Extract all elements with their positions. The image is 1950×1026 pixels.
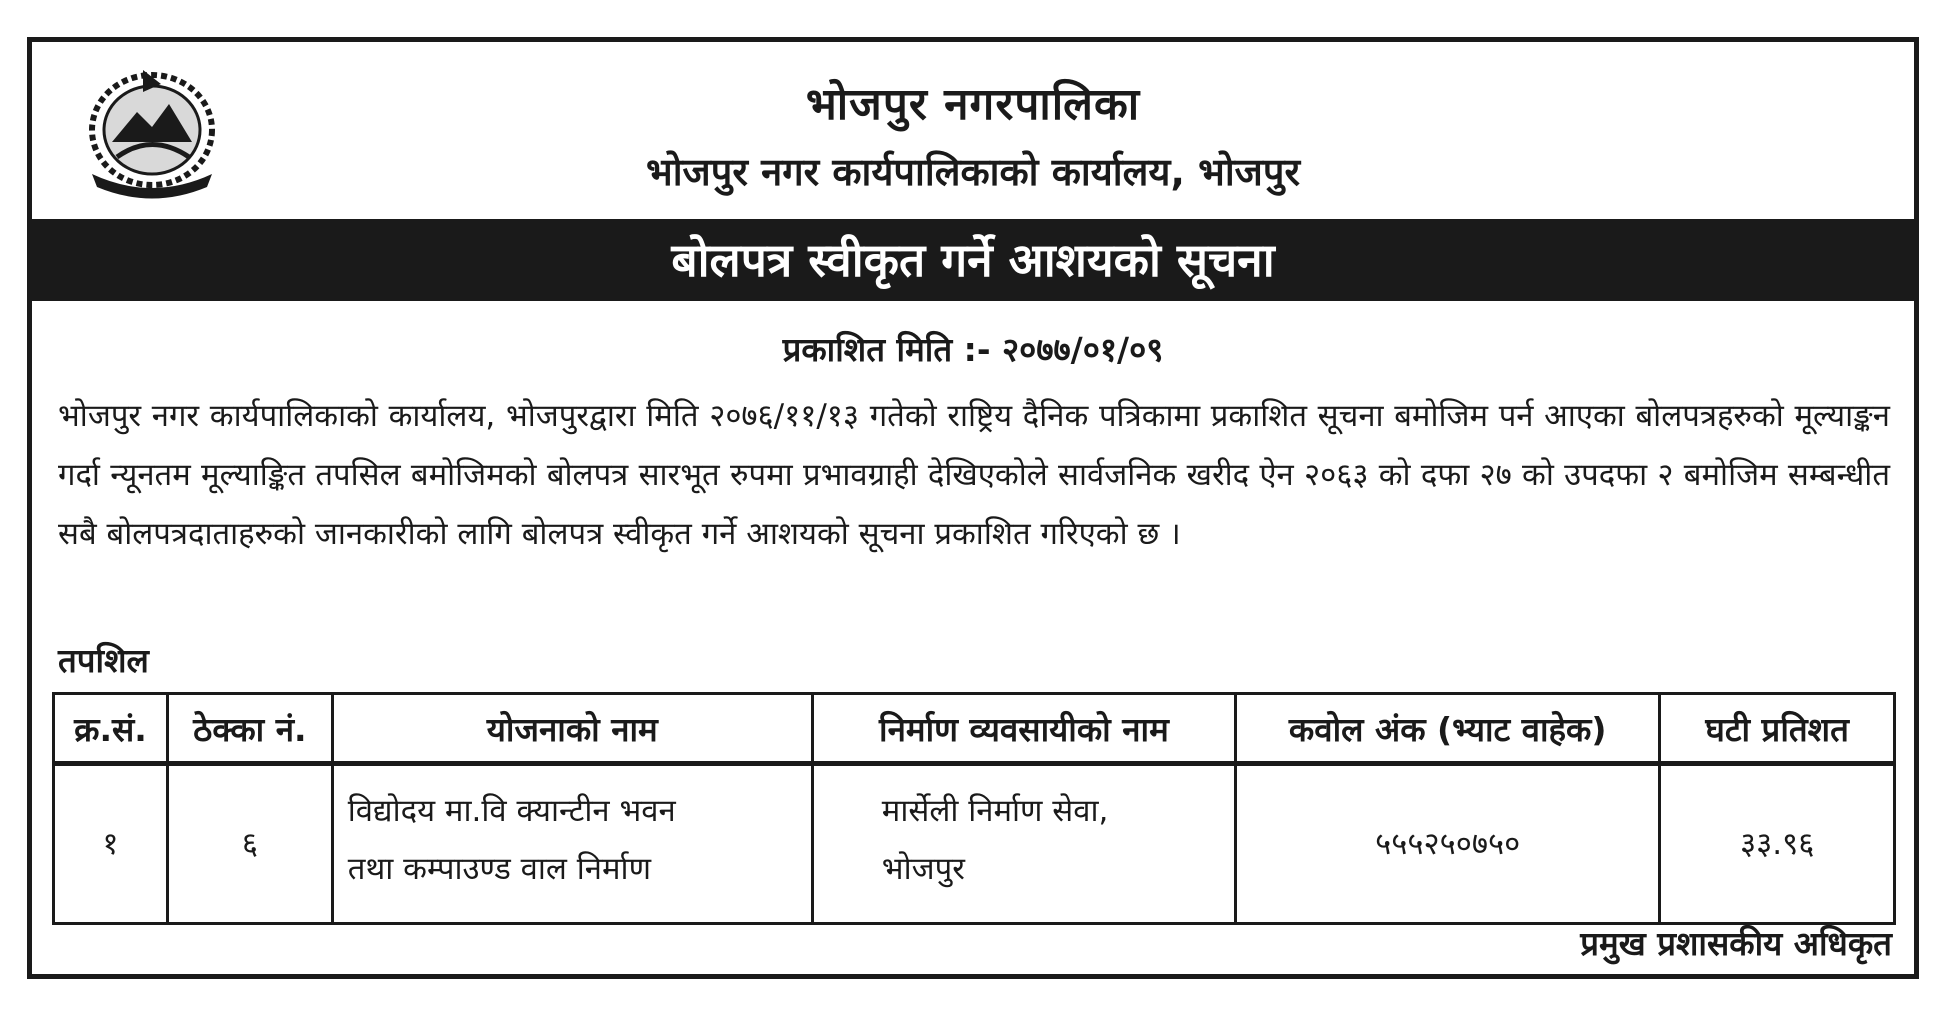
cell-contract-no: ६ <box>167 764 332 924</box>
col-header-bid-amount: कवोल अंक (भ्याट वाहेक) <box>1236 694 1660 764</box>
contractor-name-line-1: मार्सेली निर्माण सेवा, <box>881 793 1109 829</box>
org-name: भोजपुर नगरपालिका <box>805 79 1141 130</box>
col-header-discount-percent: घटी प्रतिशत <box>1660 694 1895 764</box>
col-header-sn: क्र.सं. <box>54 694 168 764</box>
contractor-name-line-2: भोजपुर <box>881 851 965 887</box>
notice-title: बोलपत्र स्वीकृत गर्ने आशयको सूचना <box>32 219 1914 301</box>
cell-bid-amount: ५५५२५०७५० <box>1236 764 1660 924</box>
table-header-row <box>54 694 1895 764</box>
header <box>32 42 1914 219</box>
project-name-line-2: तथा कम्पाउण्ड वाल निर्माण <box>347 851 651 887</box>
project-name-line-1: विद्योदय मा.वि क्यान्टीन भवन <box>347 793 676 829</box>
schedule-label: तपशिल <box>58 641 149 680</box>
signature-title: प्रमुख प्रशासकीय अधिकृत <box>1580 924 1892 963</box>
cell-contractor-name <box>812 764 1235 924</box>
table-row <box>54 764 1895 924</box>
cell-project-name <box>332 764 812 924</box>
col-header-contract-no: ठेक्का नं. <box>167 694 332 764</box>
col-header-contractor-name: निर्माण व्यवसायीको नाम <box>812 694 1235 764</box>
schedule-table <box>52 692 1896 925</box>
cell-sn: १ <box>54 764 168 924</box>
notice-frame <box>27 37 1919 979</box>
notice-body: भोजपुर नगर कार्यपालिकाको कार्यालय, भोजपुरद्वारा मिति २०७६/११/१३ गतेको राष्ट्रिय दैनिक पत्रिकामा प्रकाशित सूचना बमोजिम पर्न आएका बोलपत्रहरुको मूल्याङ्कन गर्दा न्यूनतम मूल्याङ्कित तपसिल बमोजिमको बोलपत्र सारभूत रुपमा प्रभावग्राही देखिएकोले सार्वजनिक खरीद ऐन २०६३ को दफा २७ को उपदफा २ बमोजिम सम्बन्धीत सबै बोलपत्रदाताहरुको जानकारीको लागि बोलपत्र स्वीकृत गर्ने आशयको सूचना प्रकाशित गरिएको छ । <box>58 398 1890 552</box>
published-date: प्रकाशित मिति :- २०७७/०१/०९ <box>782 330 1164 369</box>
col-header-project-name: योजनाको नाम <box>332 694 812 764</box>
cell-discount-percent: ३३.९६ <box>1660 764 1895 924</box>
office-name: भोजपुर नगर कार्यपालिकाको कार्यालय, भोजपुर <box>646 150 1300 194</box>
